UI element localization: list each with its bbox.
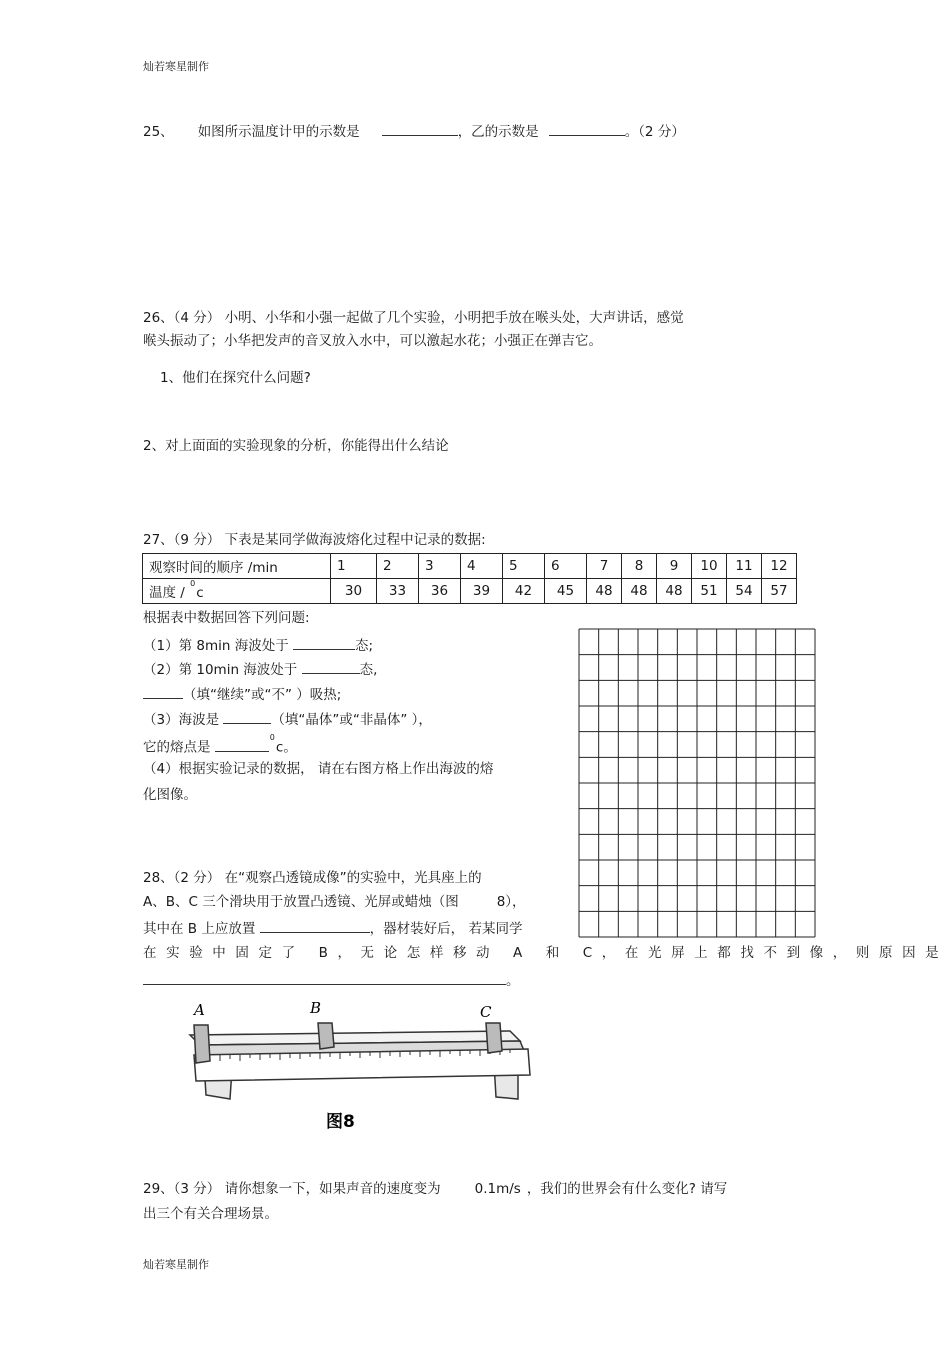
question-26-line1: 26、（4 分） 小明、小华和小强一起做了几个实验，小明把手放在喉头处，大声讲话，感觉 (143, 310, 684, 326)
question-27-part4b: 化图像。 (143, 787, 197, 803)
question-28-line3: 其中在 B 上应放置 ，器材装好后， 若某同学 (143, 918, 522, 938)
figure-caption: 图8 (326, 1112, 355, 1132)
question-27-part3: （3）海波是 （填“晶体”或“非晶体” ）， (143, 709, 432, 729)
question-25: 25、 如图所示温度计甲的示数是 ，乙的示数是 。（2 分） (143, 121, 685, 141)
slider-c (486, 1023, 502, 1053)
question-26-sub1: 1、他们在探究什么问题? (160, 370, 311, 386)
question-29-line2: 出三个有关合理场景。 (143, 1206, 278, 1222)
question-27-part3b: 它的熔点是 $^0$c。 (143, 733, 297, 756)
question-27-part2: （2）第 10min 海波处于 态, (143, 659, 377, 679)
slider-b (318, 1023, 334, 1049)
question-27-intro: 27、（9 分） 下表是某同学做海波熔化过程中记录的数据: (143, 532, 486, 548)
answer-blank-jia[interactable] (382, 121, 458, 136)
question-28-line5: 。 (143, 970, 520, 990)
page-header: 灿若寒星制作 (143, 60, 209, 73)
question-28-line1: 28、（2 分） 在“观察凸透镜成像”的实验中，光具座上的 (143, 870, 482, 886)
table-row-temperature: 温度 / $^0$c 30 33 36 39 42 45 48 48 48 51 54 57 (143, 579, 797, 604)
question-28-line2: A、B、C 三个滑块用于放置凸透镜、光屏或蜡烛（图 8）， (143, 894, 526, 910)
answer-blank-melting-point[interactable] (215, 737, 269, 752)
answer-blank-b-item[interactable] (260, 918, 370, 933)
answer-blank-absorb[interactable] (143, 684, 183, 699)
question-27-part1: （1）第 8min 海波处于 态; (143, 635, 373, 655)
question-text: 如图所示温度计甲的示数是 (197, 124, 360, 140)
answer-blank-reason[interactable] (143, 970, 506, 985)
data-table (142, 553, 797, 604)
question-26-line2: 喉头振动了；小华把发声的音叉放入水中，可以激起水花；小强正在弹吉它。 (143, 333, 602, 349)
question-29-line1: 29、（3 分） 请你想象一下，如果声音的速度变为 0.1m/s ，我们的世界会有什么变化? 请写 (143, 1181, 728, 1197)
page-footer: 灿若寒星制作 (143, 1258, 209, 1271)
answer-blank-yi[interactable] (549, 121, 625, 136)
label-c: C (480, 1003, 492, 1021)
label-a: A (194, 1001, 205, 1019)
question-27-part4a: （4）根据实验记录的数据， 请在右图方格上作出海波的熔 (143, 761, 494, 777)
question-27-part2b: （填“继续”或“不” ）吸热; (143, 684, 341, 704)
speed-value: 0.1m/s (474, 1181, 521, 1197)
row-label-temperature: 温度 / $^0$c (143, 579, 331, 604)
answer-blank-crystal[interactable] (223, 709, 271, 724)
question-27-after: 根据表中数据回答下列问题: (143, 610, 310, 626)
answer-blank-state-8min[interactable] (293, 635, 355, 650)
slider-a (194, 1025, 210, 1063)
row-label-time: 观察时间的顺序 /min (143, 554, 331, 579)
table-row-time: 观察时间的顺序 /min 1 2 3 4 5 6 7 8 9 10 11 12 (143, 554, 797, 579)
graph-grid[interactable] (578, 628, 816, 938)
answer-blank-state-10min[interactable] (302, 659, 360, 674)
question-28-line4: 在实验中固定了 B，无论怎样移动 A 和 C，在光屏上都找不到像，则原因是 (143, 945, 949, 961)
question-26-sub2: 2、对上面面的实验现象的分析，你能得出什么结论 (143, 438, 449, 454)
question-number: 25、 (143, 124, 174, 140)
optical-bench-figure (180, 995, 540, 1135)
label-b: B (310, 999, 322, 1017)
